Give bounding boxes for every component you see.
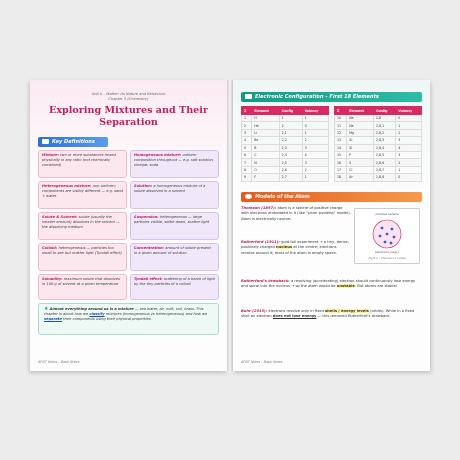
table-cell: 15 bbox=[335, 151, 347, 158]
table-cell: 2 bbox=[396, 159, 422, 166]
table-cell: 4 bbox=[302, 151, 328, 158]
table-cell: 5 bbox=[242, 144, 252, 151]
card-term: Colloid: bbox=[42, 246, 58, 250]
table-cell: 3 bbox=[242, 129, 252, 136]
table-row bbox=[242, 144, 329, 151]
table-cell: 2,1 bbox=[279, 129, 302, 136]
card-term: Solute & Solvent: bbox=[42, 215, 78, 219]
table-cell: 18 bbox=[335, 174, 347, 181]
card-term: Tyndall effect: bbox=[134, 277, 163, 281]
table-row bbox=[242, 122, 329, 129]
column-header: Element bbox=[252, 107, 279, 115]
column-header: Element bbox=[347, 107, 374, 115]
table-row bbox=[335, 159, 422, 166]
column-header: Valency bbox=[302, 107, 328, 115]
table-cell: 2,8,8 bbox=[374, 174, 396, 181]
note-keyword: separate bbox=[44, 317, 62, 322]
table-row bbox=[335, 166, 422, 173]
model-text: electrons revolve only in fixed bbox=[267, 309, 325, 313]
chapter-label: Chapter 3 (Chemistry) bbox=[108, 97, 149, 101]
definition-card-mixture bbox=[38, 150, 127, 178]
table-cell: He bbox=[252, 122, 279, 129]
table-cell: 4 bbox=[242, 137, 252, 144]
card-text: non-uniform; components are visibly different — e.g. sand + water bbox=[42, 184, 123, 198]
table-cell: F bbox=[252, 174, 279, 181]
table-row bbox=[242, 129, 329, 136]
table-row bbox=[335, 144, 422, 151]
note-text: their components using their physical properties. bbox=[61, 317, 152, 322]
table-cell: Ar bbox=[347, 174, 374, 181]
atom-diagram bbox=[355, 209, 419, 263]
table-cell: Cl bbox=[347, 166, 374, 173]
underlined-text: does not lose energy bbox=[272, 314, 317, 319]
model-text: gold-foil experiment → a tiny, dense, positively charged bbox=[241, 240, 349, 250]
rutherford-model-text bbox=[241, 240, 351, 256]
table-cell: 0 bbox=[396, 115, 422, 122]
summary-note bbox=[38, 303, 219, 335]
definition-card-heterogeneous bbox=[38, 181, 127, 209]
table-row bbox=[335, 122, 422, 129]
table-cell: 2,6 bbox=[279, 166, 302, 173]
table-row bbox=[242, 174, 329, 181]
table-cell: 0 bbox=[302, 122, 328, 129]
definition-card-solute-solvent bbox=[38, 212, 127, 240]
table-cell: 2,8,6 bbox=[374, 159, 396, 166]
table-cell: 2,7 bbox=[279, 174, 302, 181]
card-text: two or more substances mixed physically in any ratio (not chemically combined) bbox=[42, 153, 116, 167]
card-term: Solution: bbox=[134, 184, 153, 188]
table-cell: 2 bbox=[242, 122, 252, 129]
table-cell: 1 bbox=[396, 166, 422, 173]
model-text: a revolving (accelerating) electron should continuously lose energy and spiral into the nucleus → so the atom would be bbox=[241, 279, 416, 289]
table-cell: 16 bbox=[335, 159, 347, 166]
table-cell: H bbox=[252, 115, 279, 122]
table-cell: 2,8 bbox=[374, 115, 396, 122]
definition-card-solution bbox=[130, 181, 219, 209]
table-cell: S bbox=[347, 159, 374, 166]
table-row bbox=[242, 166, 329, 173]
table-cell: 14 bbox=[335, 144, 347, 151]
table-row bbox=[335, 174, 422, 181]
right-page bbox=[233, 80, 430, 371]
model-text: atom is a sphere of positive charge with electrons embedded in it (like “plum pudding” model). Atom is electrically neutral. bbox=[241, 206, 351, 221]
highlight-text: unstable bbox=[336, 284, 355, 289]
table-cell: 2,3 bbox=[279, 144, 302, 151]
model-name: Rutherford (1911): bbox=[241, 240, 280, 244]
note-prefix: Almost everything around us is a mixture bbox=[49, 307, 134, 311]
table-cell: Be bbox=[252, 137, 279, 144]
table-row bbox=[335, 129, 422, 136]
left-page bbox=[30, 80, 227, 371]
table-cell: 2,8,3 bbox=[374, 137, 396, 144]
table-cell: 2,4 bbox=[279, 151, 302, 158]
table-cell: P bbox=[347, 151, 374, 158]
model-text: — this removed Rutherford's drawback. bbox=[316, 314, 391, 319]
table-cell: 2,8,1 bbox=[374, 122, 396, 129]
table-cell: 9 bbox=[242, 174, 252, 181]
model-text: . But atoms are stable! bbox=[354, 284, 398, 289]
table-cell: 12 bbox=[335, 129, 347, 136]
models-banner bbox=[241, 192, 422, 202]
table-cell: 2 bbox=[396, 129, 422, 136]
table-cell: Li bbox=[252, 129, 279, 136]
column-header: Z bbox=[335, 107, 347, 115]
table-row bbox=[242, 115, 329, 122]
table-cell: 2 bbox=[279, 122, 302, 129]
table-cell: Si bbox=[347, 144, 374, 151]
figure-caption: Fig 6.1 – Thomson's model bbox=[368, 256, 406, 260]
card-term: Suspension: bbox=[134, 215, 159, 219]
table-cell: 11 bbox=[335, 122, 347, 129]
table-row bbox=[335, 137, 422, 144]
figure-label: electrons (neg.) bbox=[375, 250, 399, 254]
table-row bbox=[242, 159, 329, 166]
column-header: Valency bbox=[396, 107, 422, 115]
table-cell: 1 bbox=[242, 115, 252, 122]
table-row bbox=[242, 137, 329, 144]
table-cell: 2,5 bbox=[279, 159, 302, 166]
table-cell: 3 bbox=[396, 151, 422, 158]
table-cell: 2 bbox=[302, 166, 328, 173]
definitions-banner bbox=[38, 137, 108, 147]
table-cell: 2,8,7 bbox=[374, 166, 396, 173]
card-text: solute (usually the smaller amount) dissolves in the solvent — the dissolving medium bbox=[42, 215, 120, 229]
table-cell: B bbox=[252, 144, 279, 151]
highlight-text: shells / energy levels bbox=[324, 309, 369, 313]
table-cell: 1 bbox=[302, 115, 328, 122]
left-footer: AFSIT Notes – Basic Notes bbox=[38, 360, 80, 364]
bohr-model-text bbox=[241, 309, 422, 320]
atom-icon bbox=[245, 194, 252, 199]
thomson-atom-figure bbox=[354, 208, 420, 264]
model-text: at the centre; electrons revolve around it; most of the atom is empty space. bbox=[241, 245, 337, 255]
table-cell: 6 bbox=[242, 151, 252, 158]
table-cell: 3 bbox=[302, 159, 328, 166]
page-title: Exploring Mixtures and Their Separation bbox=[49, 105, 208, 128]
highlight-text: nucleus bbox=[276, 245, 293, 250]
table-cell: 3 bbox=[302, 144, 328, 151]
table-cell: 4 bbox=[396, 144, 422, 151]
table-cell: Al bbox=[347, 137, 374, 144]
table-cell: 2,8,5 bbox=[374, 151, 396, 158]
table-cell: Mg bbox=[347, 129, 374, 136]
card-text: amount of solute present in a given amount of solution bbox=[134, 246, 211, 255]
note-keyword: classify bbox=[89, 312, 105, 317]
config-table-right bbox=[334, 106, 422, 182]
definition-card-colloid bbox=[38, 243, 127, 271]
table-cell: 1 bbox=[302, 129, 328, 136]
table-header-row bbox=[335, 107, 422, 115]
figure-label: positive sphere bbox=[375, 212, 399, 216]
table-cell: 2,8,4 bbox=[374, 144, 396, 151]
thomson-model-text bbox=[241, 206, 351, 222]
table-cell: 7 bbox=[242, 159, 252, 166]
table-row bbox=[242, 151, 329, 158]
card-term: Homogeneous mixture: bbox=[134, 153, 182, 157]
definition-card-suspension bbox=[130, 212, 219, 240]
config-table-left bbox=[241, 106, 329, 182]
book-icon bbox=[42, 139, 49, 144]
column-header: Config bbox=[374, 107, 396, 115]
card-text: heterogeneous — large particles visible, settle down, scatter light bbox=[134, 215, 210, 224]
star-icon: ★ bbox=[44, 306, 49, 312]
table-cell: 0 bbox=[396, 174, 422, 181]
table-cell: 13 bbox=[335, 137, 347, 144]
table-cell: Na bbox=[347, 122, 374, 129]
card-term: Solubility: bbox=[42, 277, 63, 281]
model-name: Thomson (1897): bbox=[241, 206, 277, 210]
definition-card-homogeneous bbox=[130, 150, 219, 178]
unit-label: Unit II – Matter: Its Nature and Behaviour bbox=[91, 92, 166, 96]
table-cell: O bbox=[252, 166, 279, 173]
config-heading: Electronic Configuration – First 18 Elements bbox=[255, 94, 379, 100]
notebook-icon bbox=[245, 94, 252, 99]
card-text: scattering of a beam of light by the tiny particles of a colloid bbox=[134, 277, 215, 286]
note-text: mixtures (homogeneous vs heterogeneous) and how we bbox=[104, 312, 208, 317]
models-heading: Models of the Atom bbox=[255, 194, 310, 200]
column-header: Z bbox=[242, 107, 252, 115]
model-text: (orbits). While in a fixed shell an electron bbox=[241, 309, 415, 319]
table-cell: N bbox=[252, 159, 279, 166]
card-term: Heterogeneous mixture: bbox=[42, 184, 92, 188]
column-header: Config bbox=[279, 107, 302, 115]
table-cell: 8 bbox=[242, 166, 252, 173]
table-cell: 10 bbox=[335, 115, 347, 122]
card-text: a homogeneous mixture of a solute dissolved in a solvent bbox=[134, 184, 206, 193]
config-banner bbox=[241, 92, 422, 102]
table-cell: 3 bbox=[396, 137, 422, 144]
table-header-row bbox=[242, 107, 329, 115]
card-term: Concentration: bbox=[134, 246, 165, 250]
card-text: heterogeneous — particles too small to see but scatter light (Tyndall effect) bbox=[42, 246, 122, 255]
table-cell: 1 bbox=[279, 115, 302, 122]
definitions-heading: Key Definitions bbox=[52, 139, 95, 145]
table-cell: C bbox=[252, 151, 279, 158]
table-cell: 2,8,2 bbox=[374, 129, 396, 136]
table-cell: 1 bbox=[396, 122, 422, 129]
table-cell: 2 bbox=[302, 137, 328, 144]
table-row bbox=[335, 151, 422, 158]
card-text: maximum solute that dissolves in 100 g of solvent at a given temperature bbox=[42, 277, 121, 286]
card-term: Mixture: bbox=[42, 153, 60, 157]
right-footer: AFSIT Notes – Basic Notes bbox=[241, 360, 283, 364]
table-cell: 17 bbox=[335, 166, 347, 173]
definition-card-tyndall bbox=[130, 274, 219, 300]
model-name: Rutherford's drawback: bbox=[241, 279, 290, 283]
model-name: Bohr (1913): bbox=[241, 309, 268, 313]
drawback-text bbox=[241, 279, 422, 290]
table-cell: 1 bbox=[302, 174, 328, 181]
table-cell: 2,2 bbox=[279, 137, 302, 144]
definition-card-concentration bbox=[130, 243, 219, 271]
card-text: uniform composition throughout — e.g. salt solution, vinegar, soda bbox=[134, 153, 214, 167]
definition-card-solubility bbox=[38, 274, 127, 300]
table-cell: Ne bbox=[347, 115, 374, 122]
open-book bbox=[30, 80, 430, 371]
note-text: — sea water, air, milk, soil, brass. This chapter is about how we bbox=[44, 307, 204, 317]
table-row bbox=[335, 115, 422, 122]
